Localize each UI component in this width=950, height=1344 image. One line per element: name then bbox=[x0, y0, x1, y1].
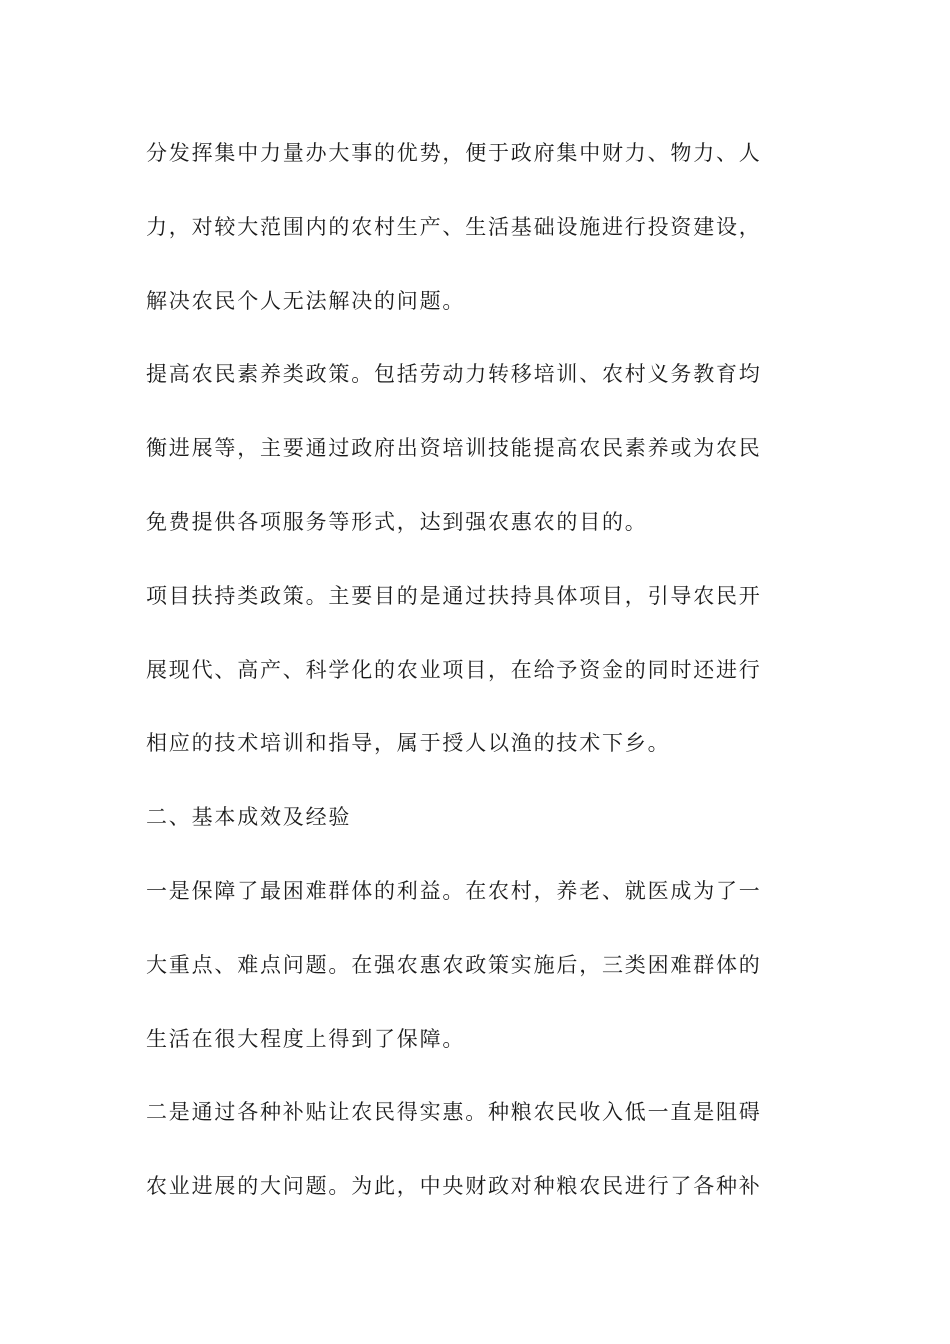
body-text bbox=[146, 128, 808, 1235]
text-line: 提高农民素养类政策。包括劳动力转移培训、农村义务教育均 bbox=[146, 362, 762, 387]
section-heading: 二、基本成效及经验 bbox=[146, 805, 352, 830]
text-line: 农业进展的大问题。为此，中央财政对种粮农民进行了各种补 bbox=[146, 1174, 762, 1199]
text-line: 展现代、高产、科学化的农业项目，在给予资金的同时还进行 bbox=[146, 657, 762, 682]
text-line: 力，对较大范围内的农村生产、生活基础设施进行投资建设， bbox=[146, 214, 762, 239]
text-line: 一是保障了最困难群体的利益。在农村，养老、就医成为了一 bbox=[146, 878, 762, 903]
text-line: 免费提供各项服务等形式，达到强农惠农的目的。 bbox=[146, 509, 648, 534]
text-line: 相应的技术培训和指导，属于授人以渔的技术下乡。 bbox=[146, 731, 671, 756]
text-line: 生活在很大程度上得到了保障。 bbox=[146, 1026, 466, 1051]
text-line: 解决农民个人无法解决的问题。 bbox=[146, 288, 466, 313]
text-line: 大重点、难点问题。在强农惠农政策实施后，三类困难群体的 bbox=[146, 952, 762, 977]
text-line: 衡进展等，主要通过政府出资培训技能提高农民素养或为农民 bbox=[146, 436, 762, 461]
text-line: 分发挥集中力量办大事的优势，便于政府集中财力、物力、人 bbox=[146, 141, 762, 165]
text-line: 项目扶持类政策。主要目的是通过扶持具体项目，引导农民开 bbox=[146, 583, 762, 608]
text-line: 二是通过各种补贴让农民得实惠。种粮农民收入低一直是阻碍 bbox=[146, 1100, 762, 1125]
